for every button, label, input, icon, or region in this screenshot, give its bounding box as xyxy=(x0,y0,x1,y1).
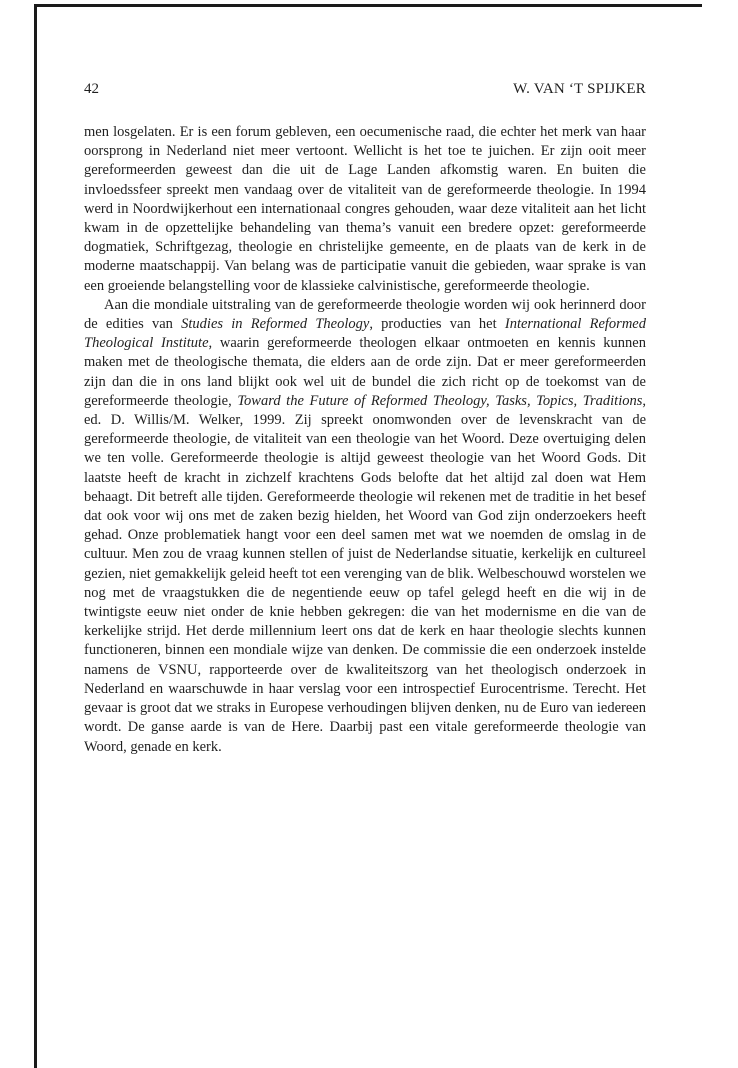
paragraph-1 xyxy=(84,123,646,296)
running-head-author: W. VAN ‘T SPIJKER xyxy=(513,81,646,97)
paragraph-1-text: men losgelaten. Er is een forum gebleven, een oecumenische raad, die echter het merk van haar oorsprong in Nederland niet meer vertoont. Wellicht is het toe te juichen. Er zijn ooit meer gereformeerden geweest dan die uit de Lage Landen afkomstig waren. En buiten die invloedssfeer spreekt men vandaag over de vitaliteit van de gereformeerde theologie. In 1994 werd in Noordwijkerhout een internationaal congres gehouden, waar deze vitaliteit aan het licht kwam in de opzettelijke behandeling van thema’s vanuit een bredere opzet: gereformeerde dogmatiek, Schriftgezag, theologie en christelijke gemeente, en de plaats van de kerk in de moderne maatschappij. Van belang was de participatie vanuit die gebieden, waar sprake is van een groeiende belangstelling voor de klassieke calvinistische, gereformeerde theologie. xyxy=(84,124,646,294)
page-header xyxy=(84,78,646,100)
institute-name: International Reformed Theological Institute xyxy=(84,316,646,352)
scan-border-top xyxy=(34,4,702,7)
series-title-studies: Studies in Reformed Theology xyxy=(181,316,370,333)
paragraph-2-text: , producties van het xyxy=(369,316,505,333)
paragraph-2-text: , ed. D. Willis/M. Welker, 1999. Zij spreekt onomwonden over de levenskracht van de gereformeerde theologie, de vitaliteit van een theologie van het Woord. Deze overtuiging delen we ten volle. Gereformeerde theologie is altijd geweest theologie van het Woord Gods. Dit laatste heeft de kracht in zichzelf krachtens Gods belofte dat het altijd zal doen wat Hem behaagt. Dit betreft alle tijden. Gereformeerde theologie wil rekenen met de traditie in het besef dat ook voor wij ons met de zaken bezig hielden, het Woord van God zijn onderzoekers heeft gehad. Onze problematiek hangt voor een deel samen met wat we noemden de omslag in de cultuur. Men zou de vraag kunnen stellen of juist de Nederlandse situatie, kerkelijk en cultureel gezien, niet gemakkelijk geleid heeft tot een verenging van de blik. Welbeschouwd worstelen we nog met de vraagstukken die de negentiende eeuw op tafel gelegd heeft en die wij in de twintigste eeuw niet onder de knie hebben gekregen: die van het modernisme en die van de kerkelijke strijd. Het derde millennium leert ons dat de kerk en haar theologie slechts kunnen functioneren, binnen een mondiale wijze van denken. De commissie die een onderzoek instelde namens de VSNU, rapporteerde over de kwaliteitszorg van het theologisch onderzoek in Nederland en waarschuwde in haar verslag voor een introspectief Eurocentrisme. Terecht. Het gevaar is groot dat we straks in Europese verhoudingen blijven denken, nu de Euro van iedereen wordt. De ganse aarde is van de Here. Daarbij past een vitale gereformeerde theologie van Woord, genade en kerk. xyxy=(84,392,646,755)
scan-border-left xyxy=(34,4,37,1068)
paragraph-2-text: , waarin gereformeerde theologen elkaar ontmoeten en kennis kunnen maken met de theologische themata, die elders aan de orde zijn. Dat er meer gereformeerden zijn dan die in ons land blijkt ook wel uit de bundel die zich richt op de toekomst van de gereformeerde theologie, xyxy=(84,335,646,409)
body-text xyxy=(84,123,646,757)
paragraph-2 xyxy=(84,296,646,757)
page-number: 42 xyxy=(84,81,99,97)
paragraph-2-text: Aan die mondiale uitstraling van de gereformeerde theologie worden wij ook herinnerd door de edities van xyxy=(84,296,646,333)
book-title: Toward the Future of Reformed Theology, Tasks, Topics, Traditions xyxy=(237,392,643,409)
